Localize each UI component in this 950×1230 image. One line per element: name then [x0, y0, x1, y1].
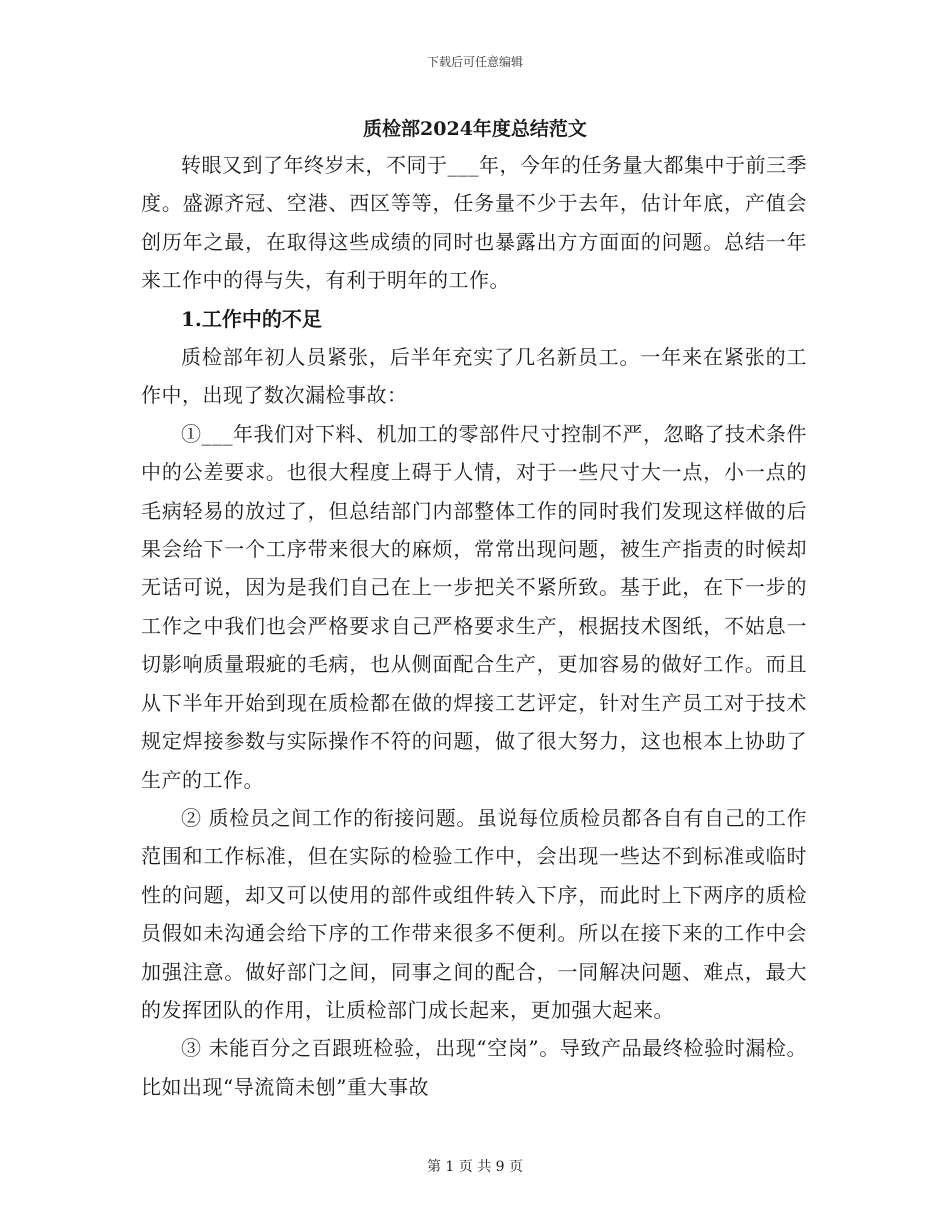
list-item-2: ② 质检员之间工作的衔接问题。虽说每位质检员都各自有自己的工作范围和工作标准，但在实际的检验工作中，会出现一些达不到标准或临时性的问题，却又可以使用的部件或组件转入下序，而此时上下两序的质检员假如未沟通会给下序的工作带来很多不便利。所以在接下来的工作中会加强注意。做好部门之间，同事之间的配合，一同解决问题、难点，最大的发挥团队的作用，让质检部门成长起来，更加强大起来。	[141, 805, 807, 1022]
page-number: 第 1 页 共 9 页	[426, 1159, 524, 1175]
section-heading-shortcomings: 1.工作中的不足	[181, 306, 322, 331]
document-title: 质检部2024年度总结范文	[363, 118, 587, 140]
download-edit-note: 下载后可任意编辑	[426, 55, 523, 69]
list-item-3: ③ 未能百分之百跟班检验，出现“空岗”。导致产品最终检验时漏检。比如出现“导流筒未刨”重大事故	[141, 1036, 807, 1099]
document-body	[141, 146, 807, 1106]
intro-paragraph: 转眼又到了年终岁末，不同于___年，今年的任务量大都集中于前三季度。盛源齐冠、空港、西区等等，任务量不少于去年，估计年底，产值会创历年之最，在取得这些成绩的同时也暴露出方方面面的问题。总结一年来工作中的得与失，有利于明年的工作。	[141, 153, 807, 293]
list-item-1: ①___年我们对下料、机加工的零部件尺寸控制不严，忽略了技术条件中的公差要求。也很大程度上碍于人情，对于一些尺寸大一点，小一点的毛病轻易的放过了，但总结部门内部整体工作的同时我们发现这样做的后果会给下一个工序带来很大的麻烦，常常出现问题，被生产指责的时候却无话可说，因为是我们自己在上一步把关不紧所致。基于此，在下一步的工作之中我们也会严格要求自己严格要求生产，根据技术图纸，不姑息一切影响质量瑕疵的毛病，也从侧面配合生产，更加容易的做好工作。而且从下半年开始到现在质检都在做的焊接工艺评定，针对生产员工对于技术规定焊接参数与实际操作不符的问题，做了很大努力，这也根本上协助了生产的工作。	[141, 421, 807, 792]
shortcomings-paragraph: 质检部年初人员紧张，后半年充实了几名新员工。一年来在紧张的工作中，出现了数次漏检事故：	[141, 345, 807, 408]
